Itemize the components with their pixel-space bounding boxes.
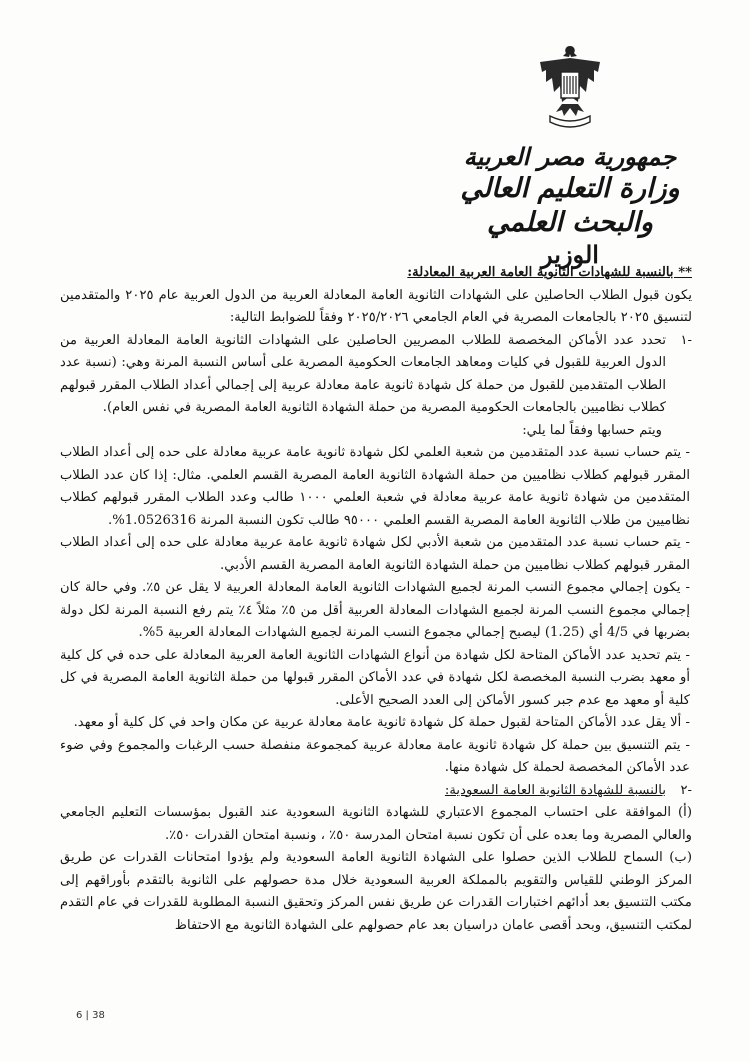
numbered-item-1 [60, 330, 692, 420]
bullet-item: - يتم تحديد عدد الأماكن المتاحة لكل شهادة من أنواع الشهادات الثانوية العامة العربية المعادلة على حده في كل كلية أو معهد بضرب النسبة المخصصة لكل شهادة في عدد الأماكن المقرر قبولها من حملة الثانوية العامة المصرية في كل كلية أو معهد مع عدم جبر كسور الأماكن إلى العدد الصحيح الأعلى. [60, 647, 690, 708]
intro-paragraph: يكون قبول الطلاب الحاصلين على الشهادات الثانوية العامة المعادلة العربية من الدول العربية عام ٢٠٢٥ والمتقدمين لتنسيق ٢٠٢٥ بالجامعات المصرية في العام الجامعي ٢٠٢٥/٢٠٢٦ وفقاً للضوابط التالية: [60, 287, 692, 325]
numbered-item-2 [60, 780, 692, 803]
bullet-item: - ألا يقل عدد الأماكن المتاحة لقبول حملة كل شهادة ثانوية عامة معادلة عربية عن مكان واحد في كل كلية أو معهد. [73, 715, 690, 730]
ministry-name: وزارة التعليم العالي والبحث العلمي [460, 173, 680, 238]
eagle-emblem-icon [536, 42, 604, 132]
item-heading: بالنسبة للشهادة الثانوية العامة السعودية: [444, 782, 666, 798]
sub-item-a: (أ) الموافقة على احتساب المجموع الاعتباري للشهادة الثانوية السعودية عند القبول بمؤسسات التعليم الجامعي والعالي المصرية وما بعده على أن تكون نسبة امتحان المدرسة ٥٠٪ ، ونسبة امتحان القدرات ٥٠٪. [60, 805, 692, 843]
document-body [60, 262, 692, 937]
letterhead [420, 142, 720, 270]
bullet-item: - يتم التنسيق بين حملة كل شهادة ثانوية عامة معادلة عربية كمجموعة منفصلة حسب الرغبات والمجموع وفي ضوء عدد الأماكن المخصصة لحملة كل شهادة منها. [60, 737, 690, 775]
item-number: -٢ [680, 782, 692, 798]
calc-intro: ويتم حسابها وفقاً لما يلي: [522, 422, 662, 438]
page-number: 6 | 38 [76, 1010, 105, 1021]
item-number: -١ [680, 332, 692, 348]
sub-item-b: (ب) السماح للطلاب الذين حصلوا على الشهادة الثانوية العامة السعودية ولم يؤدوا امتحانات القدرات عن طريق المركز الوطني للقياس والتقويم بالمملكة العربية السعودية خلال مدة حصولهم على الثانوية بالتقدم بأوراقهم إلى مكتب التنسيق بعد أدائهم اختبارات القدرات عن طريق نفس المركز وتحقيق النسبة المطلوبة للقدرات في عام التقدم لمكتب التنسيق، وبحد أقصى عامان دراسيان بعد عام حصولهم على الشهادة الثانوية مع الاحتفاظ [60, 850, 692, 933]
office-title: الوزير [541, 240, 599, 269]
section-heading: ** بالنسبة للشهادات الثانوية العامة العربية المعادلة: [407, 265, 692, 280]
bullet-item: - يتم حساب نسبة عدد المتقدمين من شعبة الأدبي لكل شهادة ثانوية عامة عربية معادلة على حده إلى أعداد الطلاب المقرر قبولهم كطلاب نظاميين من حملة الشهادة الثانوية العامة المصرية القسم الأدبي. [60, 535, 690, 573]
country-name: جمهورية مصر العربية [463, 142, 677, 171]
item-text: تحدد عدد الأماكن المخصصة للطلاب المصريين الحاصلين على الشهادات الثانوية العامة المعادلة العربية من الدول العربية للقبول في كليات ومعاهد الجامعات الحكومية المصرية على أساس النسبة المرنة وهي: (نسبة عدد الطلاب المتقدمين للقبول من حملة كل شهادة ثانوية عامة معادلة عربية إلى إجمالي أعداد الطلاب المقرر قبولهم كطلاب نظاميين بالجامعات الحكومية المصرية من حملة الشهادة الثانوية العامة المصرية في نفس العام). [60, 332, 666, 415]
bullet-item: - يتم حساب نسبة عدد المتقدمين من شعبة العلمي لكل شهادة ثانوية عامة عربية معادلة على حده إلى أعداد الطلاب المقرر قبولهم كطلاب نظاميين من حملة الشهادة الثانوية العامة المصرية القسم العلمي. مثال: إذا كان عدد الطلاب المتقدمين من شهادة ثانوية عامة عربية معادلة في شعبة العلمي ١٠٠٠ طالب وعدد الطلاب المقرر قبولهم كطلاب نظاميين من طلاب الثانوية العامة المصرية القسم العلمي ٩٥٠٠٠ طالب تكون النسبة المرنة 1.0526316%. [60, 445, 690, 528]
bullet-item: - يكون إجمالي مجموع النسب المرنة لجميع الشهادات الثانوية العامة المعادلة العربية لا يقل عن ٥٪. وفي حالة كان إجمالي مجموع النسب المرنة لجميع الشهادات المعادلة العربية أقل من ٥٪ مثلاً ٤٪ يتم رفع النسبة المرنة لكل دولة بضربها في 4/5 أي (1.25) ليصبح إجمالي مجموع النسب المرنة لجميع الشهادات المعادلة العربية 5%. [60, 580, 690, 640]
